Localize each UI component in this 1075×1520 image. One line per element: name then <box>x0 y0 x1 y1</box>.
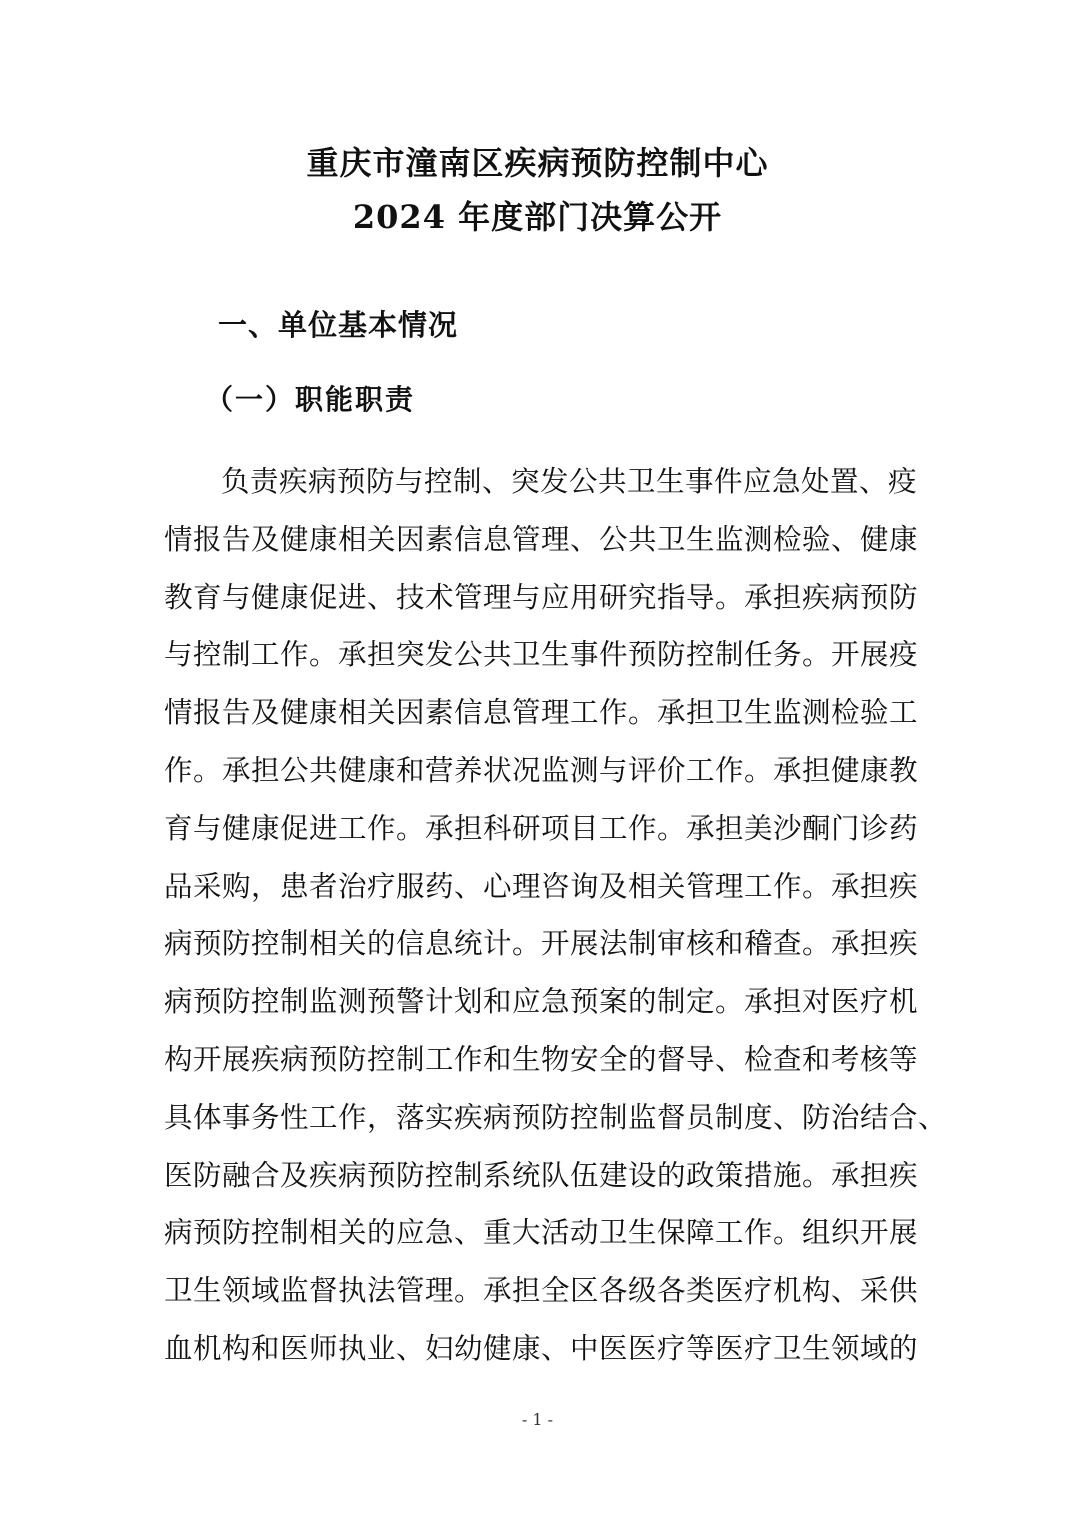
paragraph-line: 医防融合及疾病预防控制系统队伍建设的政策措施。承担疾 <box>164 1158 919 1192</box>
document-title-line1: 重庆市潼南区疾病预防控制中心 <box>306 144 769 182</box>
paragraph-line: 血机构和医师执业、妇幼健康、中医医疗等医疗卫生领域的 <box>164 1331 919 1365</box>
page-number: - 1 - <box>521 1410 554 1429</box>
section-heading: 一、单位基本情况 <box>218 308 459 342</box>
paragraph-line: 情报告及健康相关因素信息管理、公共卫生监测检验、健康 <box>164 522 919 556</box>
paragraph-line: 病预防控制相关的应急、重大活动卫生保障工作。组织开展 <box>164 1216 919 1250</box>
paragraph-line: 病预防控制监测预警计划和应急预案的制定。承担对医疗机 <box>164 985 919 1019</box>
document-title-line2: 2024 年度部门决算公开 <box>352 198 723 236</box>
paragraph-line: 品采购，患者治疗服药、心理咨询及相关管理工作。承担疾 <box>164 869 919 903</box>
paragraph-line: 作。承担公共健康和营养状况监测与评价工作。承担健康教 <box>164 753 919 787</box>
paragraph-line: 育与健康促进工作。承担科研项目工作。承担美沙酮门诊药 <box>164 811 919 845</box>
paragraph-line: 教育与健康促进、技术管理与应用研究指导。承担疾病预防 <box>164 580 919 614</box>
body-paragraph <box>164 462 948 1387</box>
subsection-heading: （一）职能职责 <box>205 383 416 416</box>
paragraph-line: 卫生领域监督执法管理。承担全区各级各类医疗机构、采供 <box>164 1274 919 1308</box>
paragraph-line: 情报告及健康相关因素信息管理工作。承担卫生监测检验工 <box>164 696 919 730</box>
paragraph-line: 构开展疾病预防控制工作和生物安全的督导、检查和考核等 <box>164 1042 919 1076</box>
paragraph-line: 具体事务性工作，落实疾病预防控制监督员制度、防治结合、 <box>164 1100 948 1134</box>
paragraph-line: 病预防控制相关的信息统计。开展法制审核和稽查。承担疾 <box>164 927 919 961</box>
paragraph-line: 与控制工作。承担突发公共卫生事件预防控制任务。开展疫 <box>164 638 919 672</box>
paragraph-line: 负责疾病预防与控制、突发公共卫生事件应急处置、疫 <box>221 465 918 498</box>
